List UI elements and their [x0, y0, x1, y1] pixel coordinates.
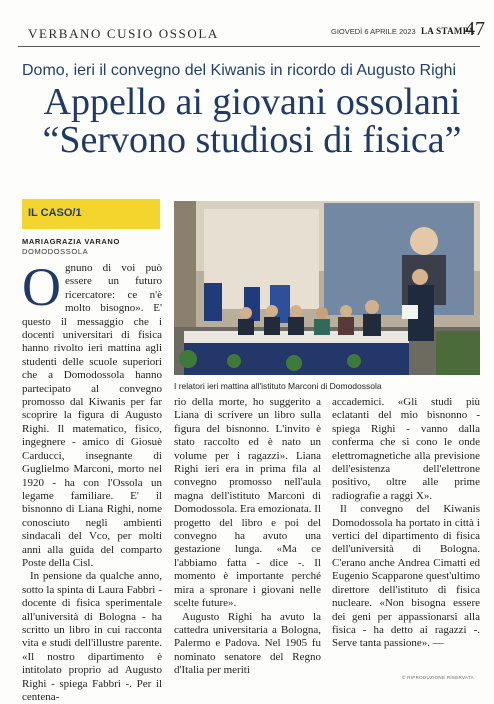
rubric-label: IL CASO/1 [28, 207, 82, 219]
paragraph: gnuno di voi può essere un futuro ricercatore: ce n'è molto bisogno». E' questo il messaggio che i docenti universitari di fisica hanno rivolto ieri mattina agli studenti delle scuole superiori che a Domodossola hanno partecipato al convegno promosso dal Kiwanis per far scoprire la figura di Augusto Righi. Il matematico, fisico, ingegnere - amico di Giosuè Carducci, insegnante di Guglielmo Marconi, morto nel 1920 - ha con l'Ossola un legame familiare. E' il bisnonno di Liana Righi, nome conosciuto negli ambienti sindacali del Vco, per molti anni alla guida del comparto Poste della Cisl. [22, 262, 162, 569]
newspaper-name: LA STAMPA [421, 26, 475, 36]
paragraph: Il convegno del Kiwanis Domodossola ha portato in città i vertici del dipartimento di fisica dell'università di Bologna. C'erano anche Andrea Cimatti ed Eugenio Scapparone quest'ultimo direttore dell'istituto di fisica nucleare. «Non bisogna essere dei geni per appassionarsi alla fisica - ha detto ai ragazzi -. Serve tanta passione». — [332, 503, 480, 650]
photo-caption: I relatori ieri mattina all'istituto Marconi di Domodossola [174, 381, 382, 391]
paragraph: rio della morte, ho suggerito a Liana di scrivere un libro sulla figura del bisnonno. L'invito è stato raccolto ed è nato un volume per i ragazzi». Liana Righi ieri era in prima fila al convegno promosso nell'aula magna dell'istituto Marconi di Domodossola. Era emozionata. Il progetto del libro e poi del convegno ha avuto una gestazione lunga. «Ma ce l'abbiamo fatta - dice -. Il momento è importante perché mira a spronare i giovani nelle scelte future». [174, 396, 321, 610]
article-column-3 [332, 396, 480, 672]
article-headline [22, 83, 482, 159]
publication-date: GIOVEDÌ 6 APRILE 2023 [331, 27, 416, 36]
section-name: VERBANO CUSIO OSSOLA [28, 26, 219, 41]
dateline-place: DOMODOSSOLA [22, 247, 89, 256]
drop-cap: O [22, 257, 61, 317]
reproduction-notice: © RIPRODUZIONE RISERVATA [402, 675, 474, 680]
headline-line-1: Appello ai giovani ossolani [43, 81, 461, 123]
article-column-1 [22, 257, 162, 703]
rubric-box [22, 199, 160, 229]
author-byline: MARIAGRAZIA VARANO [22, 237, 120, 246]
paragraph: accademici. «Gli studi più eclatanti del mio bisnonno - spiega Righi - vanno dalla conferma che si cono le onde elettromagnetiche alla previsione dell'esistenza dell'elettrone positivo, oltre alle prime radiografie a raggi X». [332, 396, 480, 502]
page-header [18, 18, 485, 47]
article-column-2 [174, 396, 321, 677]
page-number: 47 [465, 18, 485, 40]
paragraph: In pensione da qualche anno, sotto la spinta di Laura Fabbri - docente di fisica sperimentale all'università di Bologna - ha scritto un libro in cui racconta vita e studi dell'illustre parente. «Il nostro dipartimento è intitolato proprio ad Augusto Righi - spiega Fabbri -. Per il centena- [22, 570, 162, 703]
article-kicker: Domo, ieri il convegno del Kiwanis in ricordo di Augusto Righi [22, 62, 456, 79]
article-photo [174, 201, 480, 375]
headline-line-2: “Servono studiosi di fisica” [42, 119, 462, 161]
conference-photo-illustration [174, 201, 480, 375]
paragraph: Augusto Righi ha avuto la cattedra universitaria a Bologna, Palermo e Padova. Nel 1905 fu nominato senatore del Regno d'Italia per meriti [174, 610, 321, 677]
